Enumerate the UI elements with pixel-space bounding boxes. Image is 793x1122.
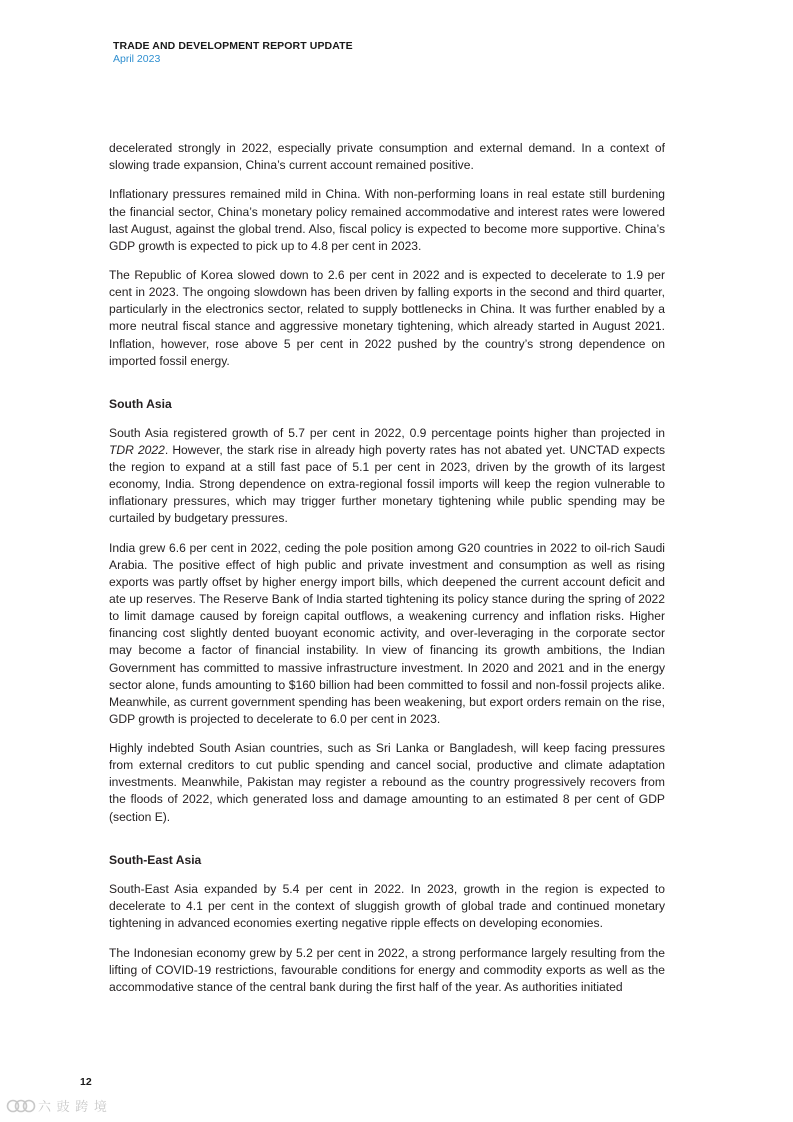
- page-header: [113, 40, 353, 66]
- section-heading-south-asia: South Asia: [109, 396, 172, 411]
- paragraph-south-east-asia-overview: South-East Asia expanded by 5.4 per cent in 2022. In 2023, growth in the region is expected to decelerate to 4.1 per cent in the context of sluggish growth of global trade and continued monetary tightening in advanced economies exerting negative ripple effects on developing economies.: [109, 881, 665, 931]
- paragraph-text: South Asia registered growth of 5.7 per cent in 2022, 0.9 percentage points higher than projected in: [109, 426, 665, 441]
- page-number: 12: [80, 1076, 92, 1088]
- document-body: [109, 140, 665, 1008]
- section-heading-south-east-asia: South-East Asia: [109, 852, 202, 867]
- paragraph-indebted-countries: Highly indebted South Asian countries, such as Sri Lanka or Bangladesh, will keep facing pressures from external creditors to cut public spending and cancel social, productive and climate adaptation investments. Meanwhile, Pakistan may register a rebound as the country progressively recovers from the floods of 2022, which generated loss and damage amounting to an estimated 8 per cent of GDP (section E).: [109, 741, 665, 824]
- paragraph-korea: The Republic of Korea slowed down to 2.6 per cent in 2022 and is expected to decelerate to 1.9 per cent in 2023. The ongoing slowdown has been driven by falling exports in the second and third quarter, particularly in the electronics sector, related to supply bottlenecks in China. It was further enabled by a more neutral fiscal stance and aggressive monetary tightening, which already started in August 2021. Inflation, however, rose above 5 per cent in 2022 pushed by the country’s strong dependence on imported fossil energy.: [109, 268, 665, 368]
- report-reference: TDR 2022: [109, 443, 165, 458]
- paragraph-china-inflation: Inflationary pressures remained mild in China. With non-performing loans in real estate still burdening the financial sector, China’s monetary policy remained accommodative and interest rates were lowered last August, against the global trend. Also, fiscal policy is expected to become more supportive. China’s GDP growth is expected to pick up to 4.8 per cent in 2023.: [109, 187, 665, 253]
- watermark: [6, 1096, 108, 1115]
- report-date: April 2023: [113, 53, 161, 65]
- watermark-logo-icon: [6, 1097, 36, 1115]
- paragraph-india: India grew 6.6 per cent in 2022, ceding the pole position among G20 countries in 2022 to oil-rich Saudi Arabia. The positive effect of high public and private investment and consumption as well as rising exports was partly offset by higher energy import bills, which deepened the current account deficit and ate up reserves. The Reserve Bank of India started tightening its policy stance during the spring of 2022 to limit damage caused by foreign capital outflows, a weakening currency and inflation risks. Higher financing cost slightly dented buoyant economic activity, and over-leveraging in the corporate sector may become a factor of financial instability. In view of financing its growth ambitions, the Indian Government has committed to massive infrastructure investment. In 2020 and 2021 and in the energy sector alone, funds amounting to $160 billion had been committed to fossil and non-fossil projects alike. Meanwhile, as current government spending has been weakening, but export orders remain on the rise, GDP growth is projected to decelerate to 6.0 per cent in 2023.: [109, 540, 665, 726]
- paragraph-text: . However, the stark rise in already high poverty rates has not abated yet. UNCTAD expects the region to expand at a still fast pace of 5.1 per cent in 2023, driven by the growth of its largest economy, India. Strong dependence on extra-regional fossil imports will keep the region vulnerable to inflationary pressures, which may trigger further monetary tightening while public spending may be curtailed by budgetary pressures.: [109, 443, 665, 526]
- report-title: TRADE AND DEVELOPMENT REPORT UPDATE: [113, 40, 353, 52]
- paragraph-china-consumption: decelerated strongly in 2022, especially private consumption and external demand. In a context of slowing trade expansion, China’s current account remained positive.: [109, 141, 665, 173]
- paragraph-south-asia-overview: [109, 425, 665, 528]
- watermark-text: 六 豉 跨 境: [38, 1099, 108, 1114]
- paragraph-indonesia: The Indonesian economy grew by 5.2 per cent in 2022, a strong performance largely resulting from the lifting of COVID-19 restrictions, favourable conditions for energy and commodity exports as well as the accommodative stance of the central bank during the first half of the year. As authorities initiated: [109, 945, 665, 994]
